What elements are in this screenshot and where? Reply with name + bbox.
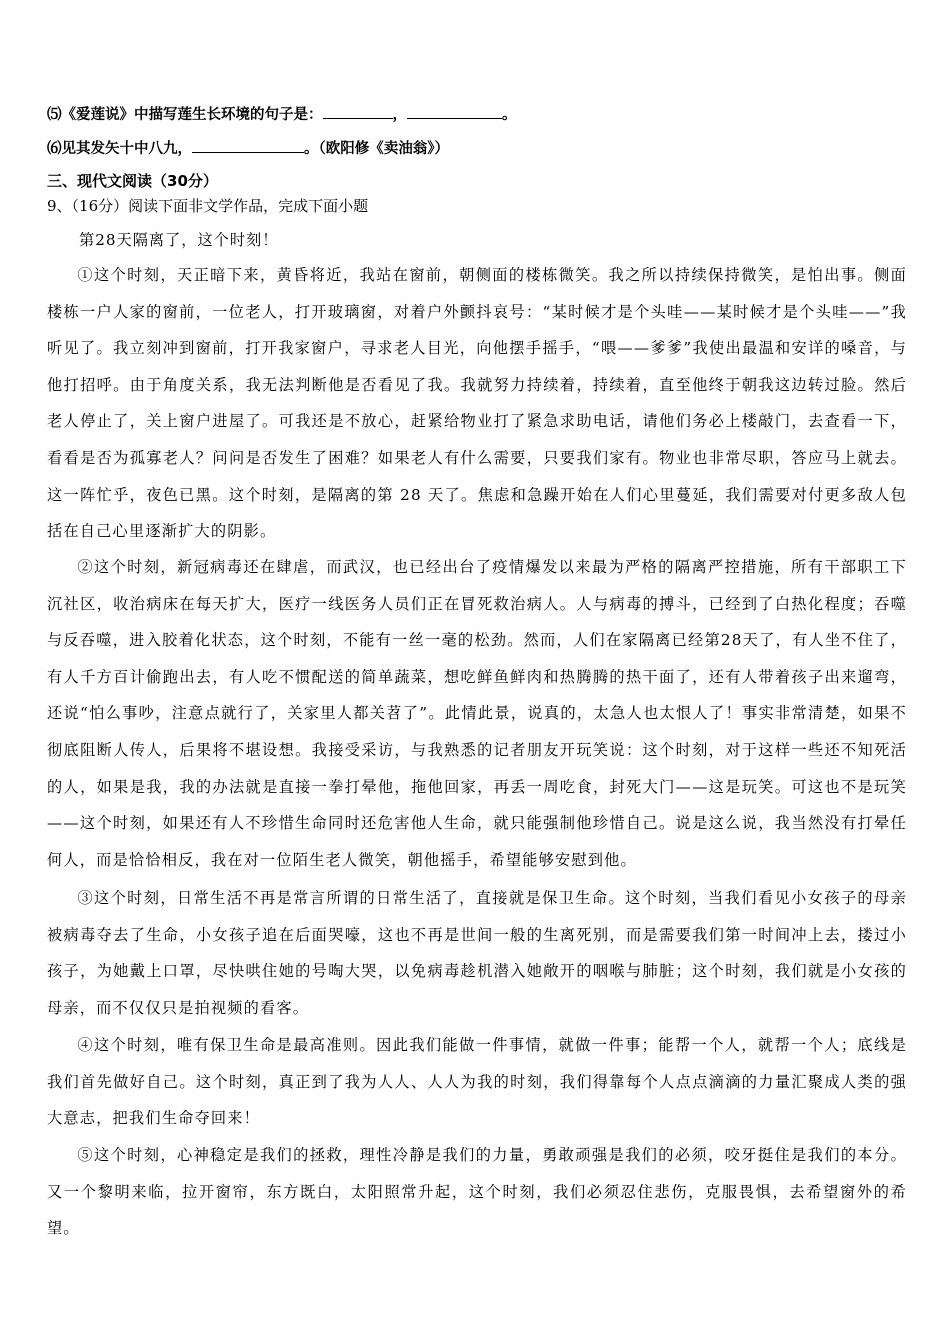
question-6 [47,138,449,159]
question-6-end: 。（欧阳修《卖油翁》） [304,141,449,157]
question-5 [47,104,517,125]
article-paragraph-5: ⑤这个时刻，心神稳定是我们的拯救，理性冷静是我们的力量，勇敢顽强是我们的必须，咬牙挺住是我们的本分。又一个黎明来临，拉开窗帘，东方既白，太阳照常升起，这个时刻，我们必须忍住悲伤，克服畏惧，去希望窗外的希望。 [47,1146,907,1238]
article-title: 第28天隔离了，这个时刻！ [79,231,279,249]
answer-blank[interactable] [192,138,304,153]
article-paragraph-4: ④这个时刻，唯有保卫生命是最高准则。因此我们能做一件事情，就做一件事；能帮一个人，就帮一个人；底线是我们首先做好自己。这个时刻，真正到了我为人人、人人为我的时刻，我们得靠每个人点点滴滴的力量汇聚成人类的强大意志，把我们生命夺回来！ [47,1036,907,1128]
question-9-intro: 9、（16分）阅读下面非文学作品，完成下面小题 [47,197,369,215]
question-5-text: ⑸《爱莲说》中描写莲生长环境的句子是： [47,107,323,123]
article-paragraph-1: ①这个时刻，天正暗下来，黄昏将近，我站在窗前，朝侧面的楼栋微笑。我之所以持续保持微笑，是怕出事。侧面楼栋一户人家的窗前，一位老人，打开玻璃窗，对着户外颤抖哀号：“某时候才是个头哇——某时候才是个头哇——”我听见了。我立刻冲到窗前，打开我家窗户，寻求老人目光，向他摆手摇手，“喂——爹爹”我使出最温和安详的嗓音，与他打招呼。由于角度关系，我无法判断他是否看见了我。我就努力持续着，持续着，直至他终于朝我这边转过脸。然后老人停止了，关上窗户进屋了。可我还是不放心，赶紧给物业打了紧急求助电话，请他们务必上楼敲门，去查看一下，看看是否为孤寡老人？问问是否发生了困难？如果老人有什么需要，只要我们家有。物业也非常尽职，答应马上就去。这一阵忙乎，夜色已黑。这个时刻，是隔离的第 28 天了。焦虑和急躁开始在人们心里蔓延，我们需要对付更多敌人包括在自己心里逐渐扩大的阴影。 [47,266,907,541]
question-6-text: ⑹见其发矢十中八九， [47,141,192,157]
article-paragraph-2: ②这个时刻，新冠病毒还在肆虐，而武汉，也已经出台了疫情爆发以来最为严格的隔离严控措施，所有干部职工下沉社区，收治病床在每天扩大，医疗一线医务人员们正在冒死救治病人。人与病毒的搏斗，已经到了白热化程度；吞噬与反吞噬，进入胶着化状态，这个时刻，不能有一丝一毫的松劲。然而，人们在家隔离已经第28天了，有人坐不住了，有人千方百计偷跑出去，有人吃不惯配送的简单蔬菜，想吃鲜鱼鲜肉和热腾腾的热干面了，还有人带着孩子出来遛弯，还说“怕么事吵，注意点就行了，关家里人都关苕了”。此情此景，说真的，太急人也太恨人了！事实非常清楚，如果不彻底阻断人传人，后果将不堪设想。我接受采访，与我熟悉的记者朋友开玩笑说：这个时刻，对于这样一些还不知死活的人，如果是我，我的办法就是直接一拳打晕他，拖他回家，再丢一周吃食，封死大门——这是玩笑。可这也不是玩笑——这个时刻，如果还有人不珍惜生命同时还危害他人生命，就只能强制他珍惜自己。说是这么说，我当然没有打晕任何人，而是恰恰相反，我在对一位陌生老人微笑，朝他摇手，希望能够安慰到他。 [47,558,907,869]
article-paragraph-3: ③这个时刻，日常生活不再是常言所谓的日常生活了，直接就是保卫生命。这个时刻，当我们看见小女孩子的母亲被病毒夺去了生命，小女孩子追在后面哭嚎，这也不再是世间一般的生离死别，而是需要我们第一时间冲上去，搂过小孩子，为她戴上口罩，尽快哄住她的号啕大哭，以免病毒趁机潜入她敞开的咽喉与肺脏；这个时刻，我们就是小女孩的母亲，而不仅仅只是拍视频的看客。 [47,889,907,1017]
answer-blank[interactable] [407,104,502,119]
question-5-separator: ， [392,107,407,123]
answer-blank[interactable] [323,104,393,119]
section-heading: 三、现代文阅读（30分） [47,172,218,190]
question-5-end: 。 [502,107,517,123]
